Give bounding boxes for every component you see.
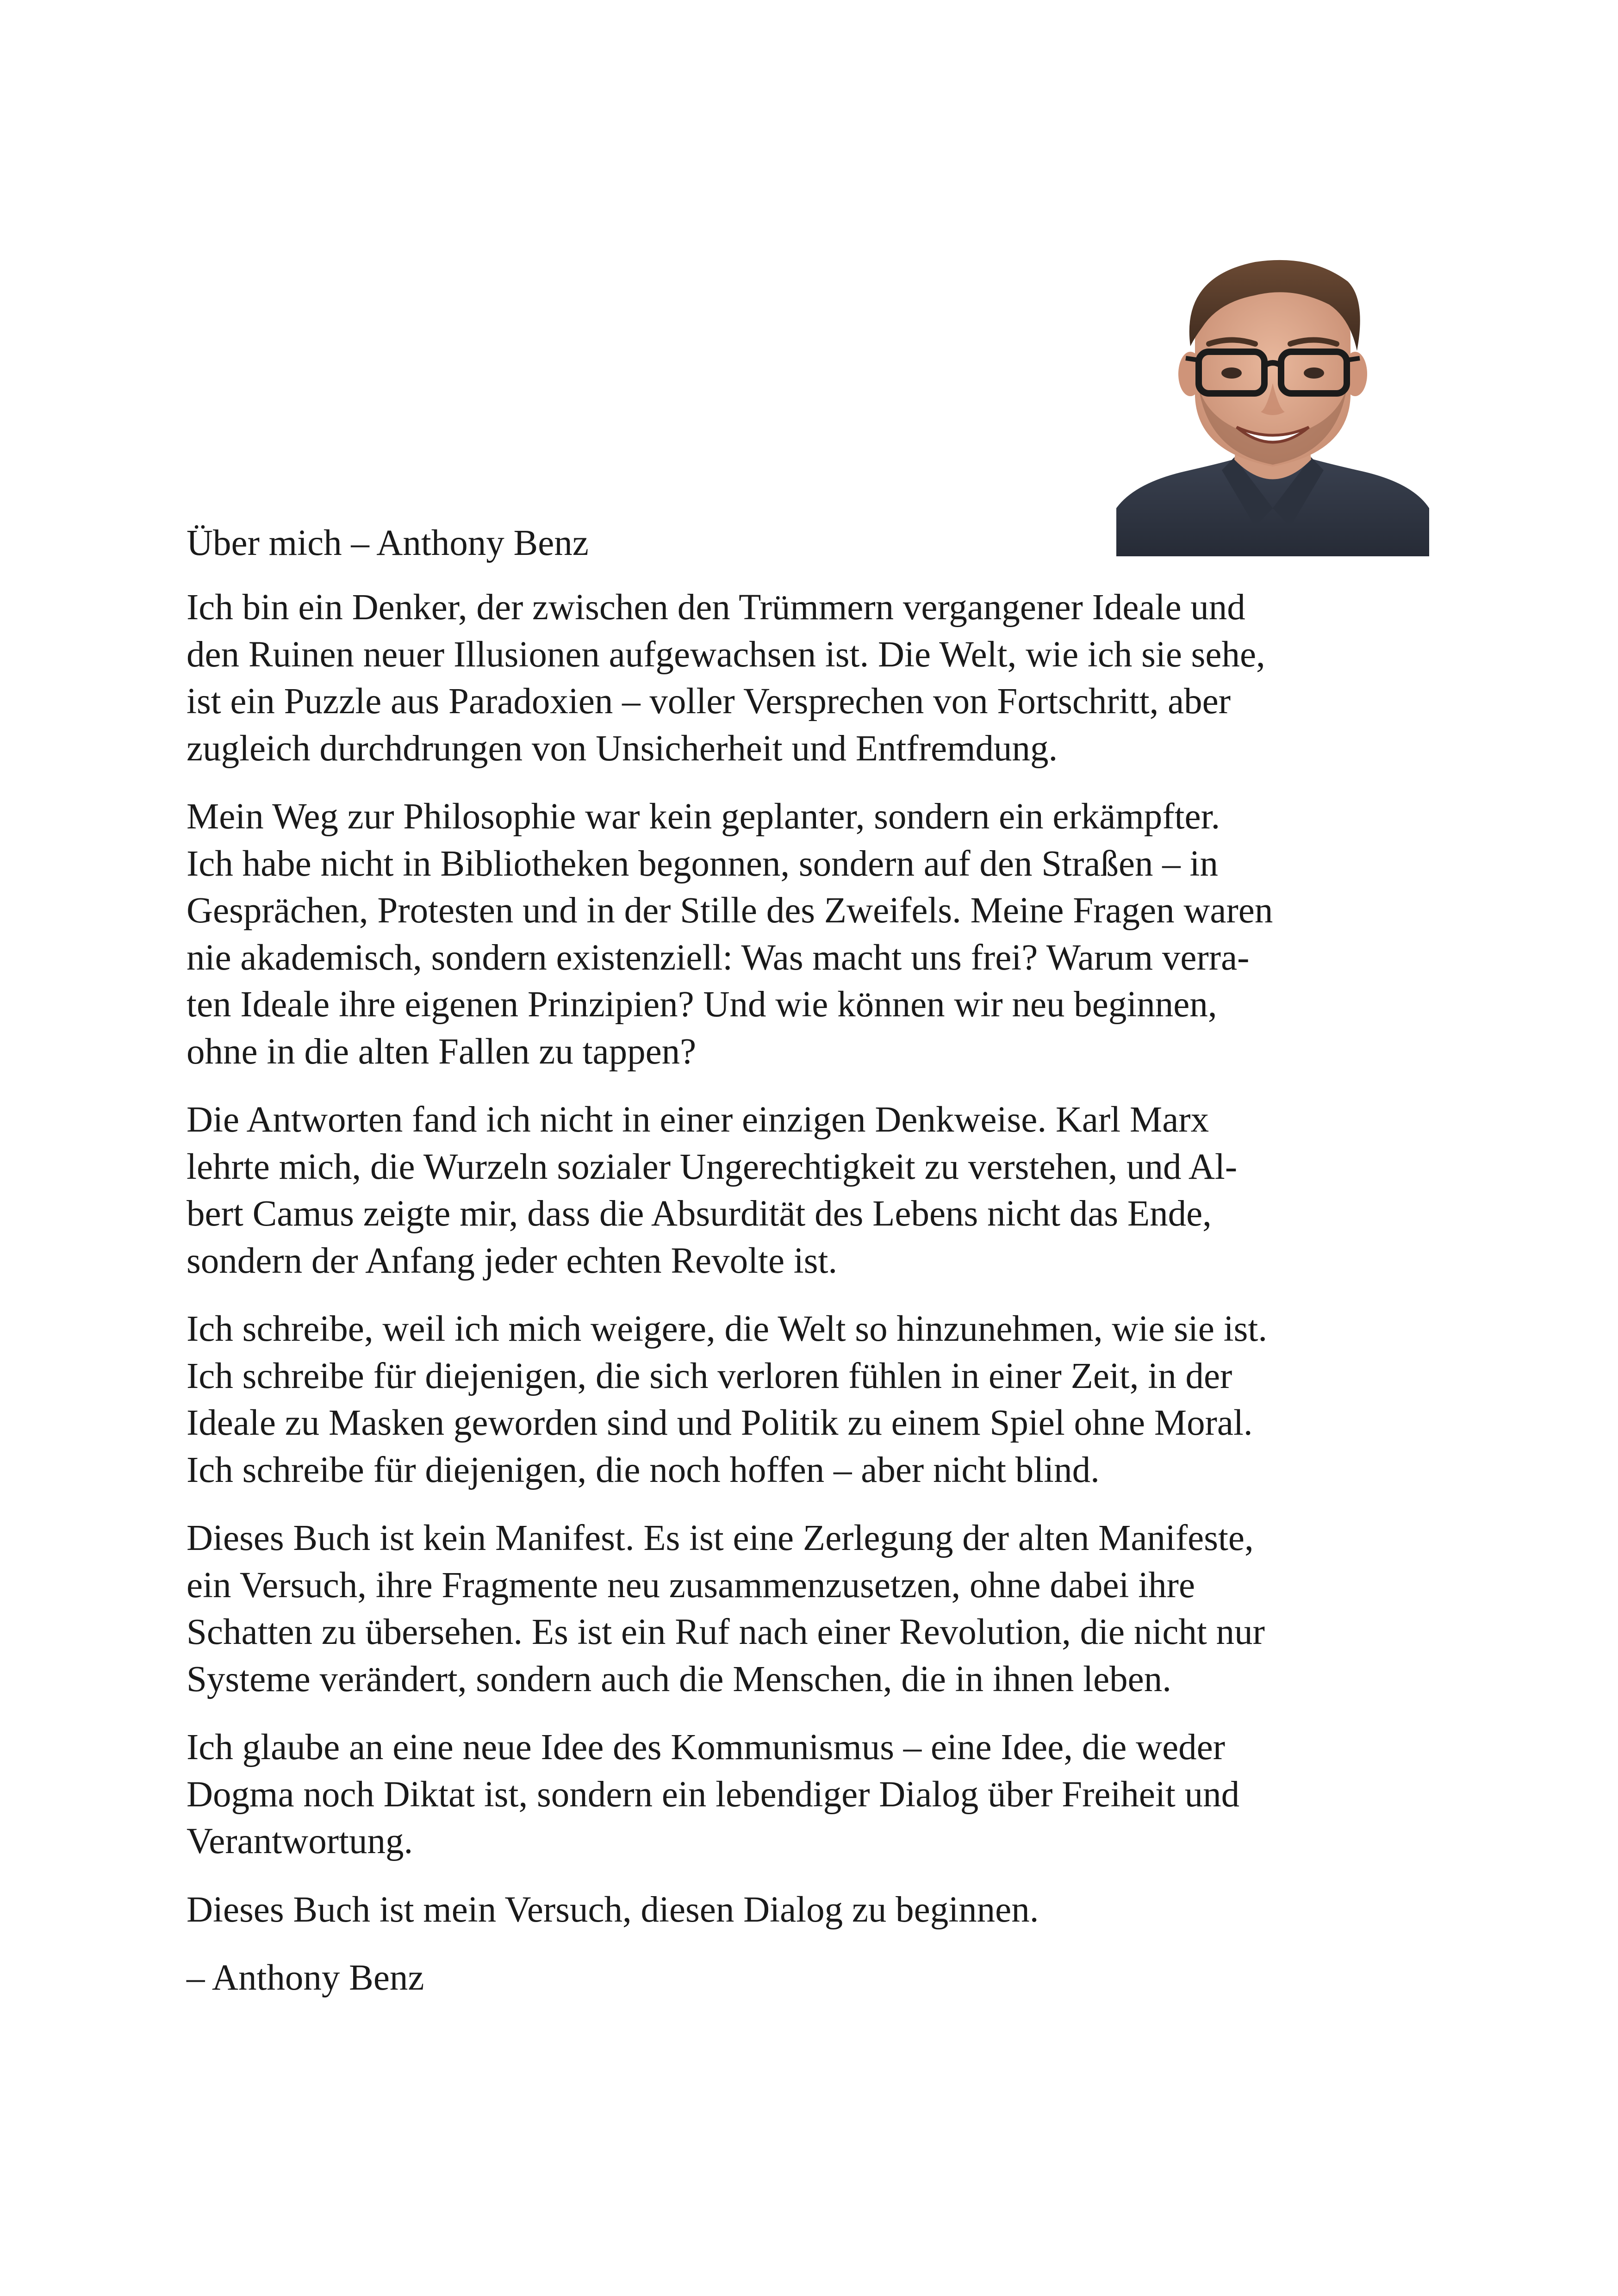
paragraph-5	[187, 1515, 1436, 1703]
text-line: Schatten zu übersehen. Es ist ein Ruf nach einer Revolution, die nicht nur	[187, 1612, 1265, 1652]
text-line: ein Versuch, ihre Fragmente neu zusammenzusetzen, ohne dabei ihre	[187, 1565, 1195, 1605]
text-line: ist ein Puzzle aus Paradoxien – voller Versprechen von Fortschritt, aber	[187, 681, 1231, 722]
text-line: Dogma noch Diktat ist, sondern ein lebendiger Dialog über Freiheit und	[187, 1774, 1240, 1815]
paragraph-6	[187, 1724, 1436, 1865]
text-line: Dieses Buch ist kein Manifest. Es ist eine Zerlegung der alten Manifeste,	[187, 1518, 1254, 1558]
text-line: Dieses Buch ist mein Versuch, diesen Dialog zu beginnen.	[187, 1889, 1039, 1930]
text-line: Ich schreibe, weil ich mich weigere, die Welt so hinzunehmen, wie sie ist.	[187, 1309, 1268, 1349]
text-line: Ideale zu Masken geworden sind und Politik zu einem Spiel ohne Moral.	[187, 1403, 1253, 1443]
paragraph-7	[187, 1886, 1436, 1934]
person-photo-icon	[1116, 249, 1429, 556]
text-line: lehrte mich, die Wurzeln sozialer Ungerechtigkeit zu verstehen, und Al-	[187, 1146, 1238, 1187]
paragraph-1	[187, 584, 1436, 772]
text-line: Systeme verändert, sondern auch die Menschen, die in ihnen leben.	[187, 1659, 1171, 1699]
text-line: sondern der Anfang jeder echten Revolte ist.	[187, 1240, 838, 1281]
text-line: ten Ideale ihre eigenen Prinzipien? Und wie können wir neu beginnen,	[187, 984, 1217, 1025]
text-line: Ich bin ein Denker, der zwischen den Trümmern vergangener Ideale und	[187, 587, 1245, 628]
text-line: den Ruinen neuer Illusionen aufgewachsen ist. Die Welt, wie ich sie sehe,	[187, 634, 1265, 675]
text-line: ohne in die alten Fallen zu tappen?	[187, 1031, 697, 1072]
text-line: zugleich durchdrungen von Unsicherheit und Entfremdung.	[187, 728, 1058, 769]
page-title: Über mich – Anthony Benz	[187, 523, 589, 563]
signature: – Anthony Benz	[187, 1958, 424, 1998]
text-line: Ich habe nicht in Bibliotheken begonnen, sondern auf den Straßen – in	[187, 843, 1218, 884]
text-line: nie akademisch, sondern existenziell: Was macht uns frei? Warum verra-	[187, 937, 1250, 978]
about-text-column	[187, 518, 1436, 2002]
text-line: Verantwortung.	[187, 1821, 413, 1861]
text-line: Gesprächen, Protesten und in der Stille des Zweifels. Meine Fragen waren	[187, 890, 1273, 931]
paragraph-3	[187, 1096, 1436, 1284]
author-portrait	[1116, 249, 1429, 556]
text-line: bert Camus zeigte mir, dass die Absurdität des Lebens nicht das Ende,	[187, 1194, 1212, 1234]
text-line: Die Antworten fand ich nicht in einer einzigen Denkweise. Karl Marx	[187, 1100, 1209, 1140]
text-line: Ich schreibe für diejenigen, die noch hoffen – aber nicht blind.	[187, 1450, 1100, 1490]
text-line: Ich schreibe für diejenigen, die sich verloren fühlen in einer Zeit, in der	[187, 1356, 1232, 1396]
paragraph-2	[187, 793, 1436, 1075]
text-line: Ich glaube an eine neue Idee des Kommunismus – eine Idee, die weder	[187, 1727, 1226, 1767]
paragraph-4	[187, 1306, 1436, 1493]
text-line: Mein Weg zur Philosophie war kein geplanter, sondern ein erkämpfter.	[187, 796, 1220, 837]
